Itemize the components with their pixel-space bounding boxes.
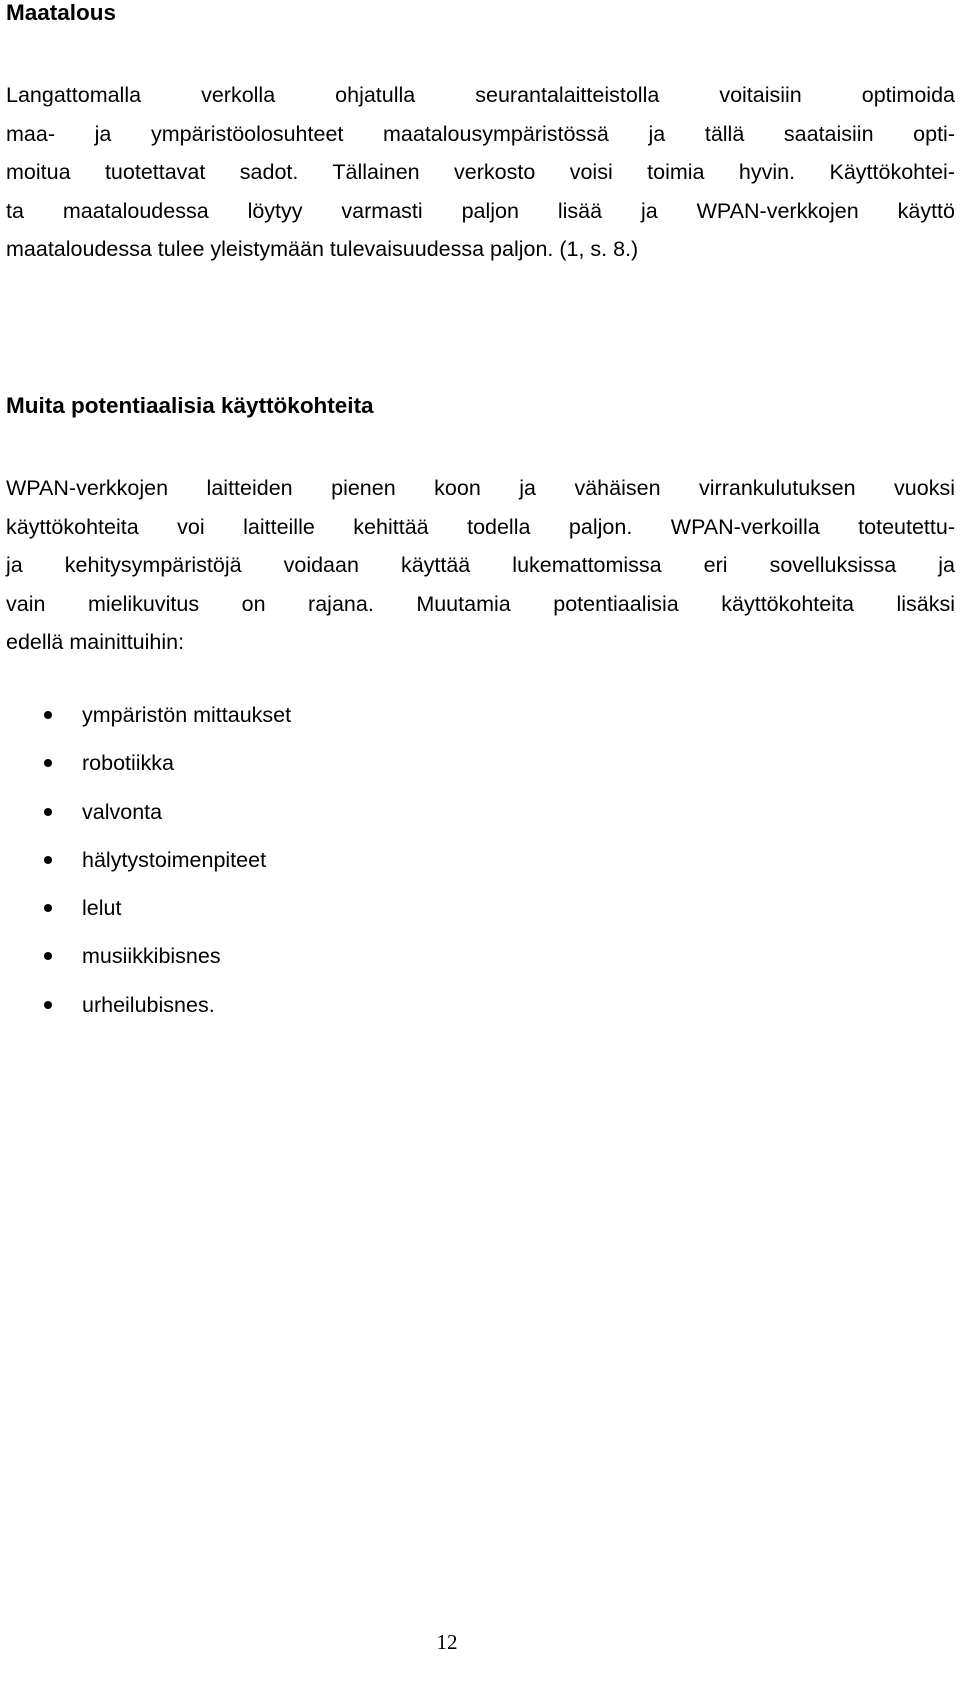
bullet-icon <box>44 759 52 767</box>
page-number: 12 <box>436 1630 458 1654</box>
list-item-label: musiikkibisnes <box>82 944 221 969</box>
use-case-list <box>6 696 291 1034</box>
paragraph-maatalous <box>6 76 955 269</box>
list-item-label: lelut <box>82 896 122 921</box>
section-heading-muita-kayttokohteita: Muita potentiaalisia käyttökohteita <box>6 393 374 418</box>
text-line: maa- ja ympäristöolosuhteet maatalousympäristössä ja tällä saataisiin opti- <box>6 121 955 146</box>
list-item <box>6 744 291 792</box>
text-line: Langattomalla verkolla ohjatulla seurantalaitteistolla voitaisiin optimoida <box>6 83 955 107</box>
bullet-icon <box>44 711 52 719</box>
section-heading-maatalous: Maatalous <box>6 0 117 25</box>
list-item <box>6 889 291 937</box>
list-item-label: hälytystoimenpiteet <box>82 847 267 872</box>
text-line: ja kehitysympäristöjä voidaan käyttää lukemattomissa eri sovelluksissa ja <box>6 553 955 577</box>
list-item-label: ympäristön mittaukset <box>82 703 292 727</box>
bullet-icon <box>44 1001 52 1009</box>
text-line: WPAN-verkkojen laitteiden pienen koon ja vähäisen virrankulutuksen vuoksi <box>6 476 955 500</box>
text-line: vain mielikuvitus on rajana. Muutamia potentiaalisia käyttökohteita lisäksi <box>6 591 955 616</box>
text-line: käyttökohteita voi laitteille kehittää todella paljon. WPAN-verkoilla toteutettu- <box>6 514 955 539</box>
document-page <box>6 0 955 1688</box>
bullet-icon <box>44 952 52 960</box>
list-item-label: valvonta <box>82 799 163 824</box>
list-item-label: urheilubisnes. <box>82 992 215 1017</box>
list-item <box>6 696 291 744</box>
list-item <box>6 793 291 841</box>
list-item-label: robotiikka <box>82 751 175 776</box>
list-item <box>6 841 291 889</box>
text-line: moitua tuotettavat sadot. Tällainen verkosto voisi toimia hyvin. Käyttökohtei- <box>6 160 955 184</box>
paragraph-muita-kayttokohteita <box>6 469 955 662</box>
bullet-icon <box>44 856 52 864</box>
list-item <box>6 937 291 985</box>
bullet-icon <box>44 808 52 816</box>
text-line: ta maataloudessa löytyy varmasti paljon lisää ja WPAN-verkkojen käyttö <box>6 198 955 223</box>
text-line: maataloudessa tulee yleistymään tulevaisuudessa paljon. (1, s. 8.) <box>6 237 639 261</box>
list-item <box>6 986 291 1034</box>
text-line: edellä mainittuihin: <box>6 630 185 654</box>
bullet-icon <box>44 904 52 912</box>
